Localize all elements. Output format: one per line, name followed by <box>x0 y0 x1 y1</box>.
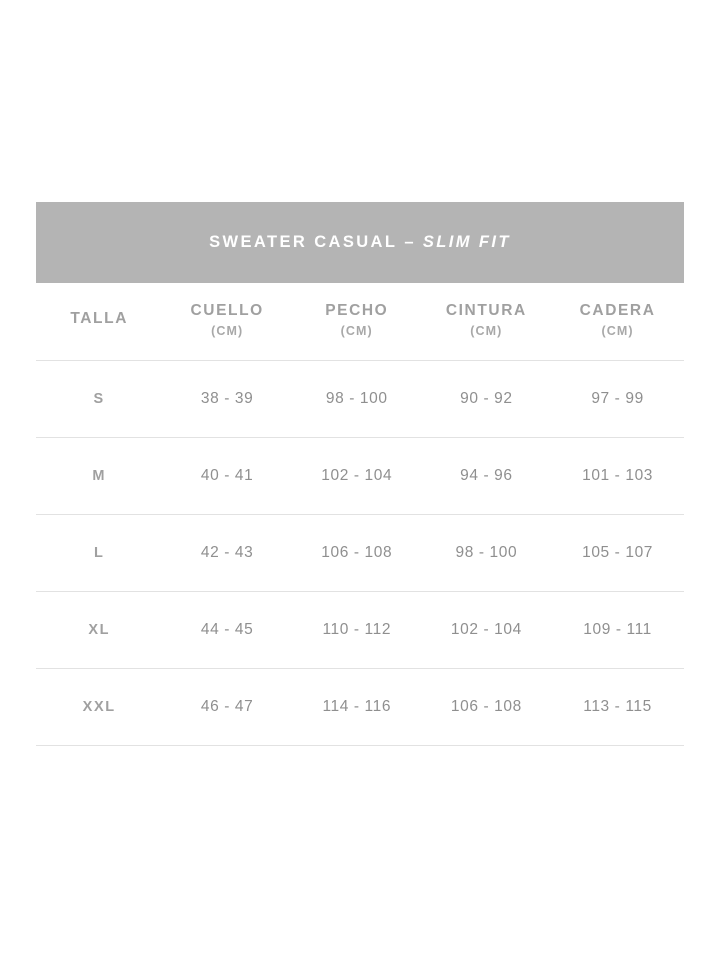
cell-size: L <box>93 544 105 561</box>
cell-cadera: 101 - 103 <box>582 466 654 484</box>
column-header-talla <box>36 283 162 360</box>
cell-pecho: 114 - 116 <box>322 697 392 715</box>
cell-cadera: 97 - 99 <box>591 389 644 407</box>
cell-cintura: 106 - 108 <box>450 697 522 715</box>
cell-cintura: 94 - 96 <box>460 466 513 484</box>
cell-cuello: 40 - 41 <box>200 466 254 484</box>
column-header-pecho <box>292 283 422 360</box>
cell-pecho: 98 - 100 <box>325 389 388 407</box>
cell-cuello: 42 - 43 <box>200 543 254 561</box>
cell-size: S <box>93 390 105 407</box>
cell-cintura: 102 - 104 <box>450 620 522 638</box>
cell-size: XL <box>88 621 111 638</box>
column-header-cintura-unit: (CM) <box>470 323 503 338</box>
cell-cadera: 113 - 115 <box>583 697 652 715</box>
cell-size: XXL <box>82 698 116 715</box>
cell-cintura: 98 - 100 <box>455 543 518 561</box>
column-header-cadera-label: CADERA <box>579 302 656 319</box>
column-header-cadera-unit: (CM) <box>601 323 634 338</box>
chart-title-band <box>36 202 684 283</box>
cell-pecho: 106 - 108 <box>321 543 393 561</box>
cell-cuello: 44 - 45 <box>200 620 254 638</box>
column-header-cintura <box>422 283 552 360</box>
cell-pecho: 110 - 112 <box>322 620 392 638</box>
cell-cadera: 109 - 111 <box>583 620 652 638</box>
column-header-cuello-label: CUELLO <box>190 302 264 319</box>
cell-size: M <box>92 467 107 484</box>
cell-cadera: 105 - 107 <box>582 543 654 561</box>
table-row <box>36 668 684 745</box>
measurements-table <box>36 283 684 746</box>
column-header-cuello-unit: (CM) <box>211 323 244 338</box>
column-header-cuello <box>162 283 292 360</box>
cell-cuello: 46 - 47 <box>200 697 254 715</box>
cell-pecho: 102 - 104 <box>321 466 393 484</box>
column-header-cintura-label: CINTURA <box>445 302 527 319</box>
table-body <box>36 360 684 745</box>
cell-cintura: 90 - 92 <box>460 389 513 407</box>
table-row <box>36 437 684 514</box>
column-header-pecho-unit: (CM) <box>340 323 373 338</box>
chart-title-main: SWEATER CASUAL <box>209 233 398 251</box>
table-header-row <box>36 283 684 360</box>
cell-cuello: 38 - 39 <box>200 389 254 407</box>
chart-title-dash: – <box>397 233 423 251</box>
column-header-cadera <box>551 283 684 360</box>
chart-title-fit: SLIM FIT <box>422 233 511 251</box>
table-header <box>36 283 684 360</box>
size-chart <box>36 202 684 746</box>
table-row <box>36 360 684 437</box>
table-row <box>36 514 684 591</box>
table-row <box>36 591 684 668</box>
column-header-talla-label: TALLA <box>70 310 128 328</box>
column-header-pecho-label: PECHO <box>325 302 389 319</box>
